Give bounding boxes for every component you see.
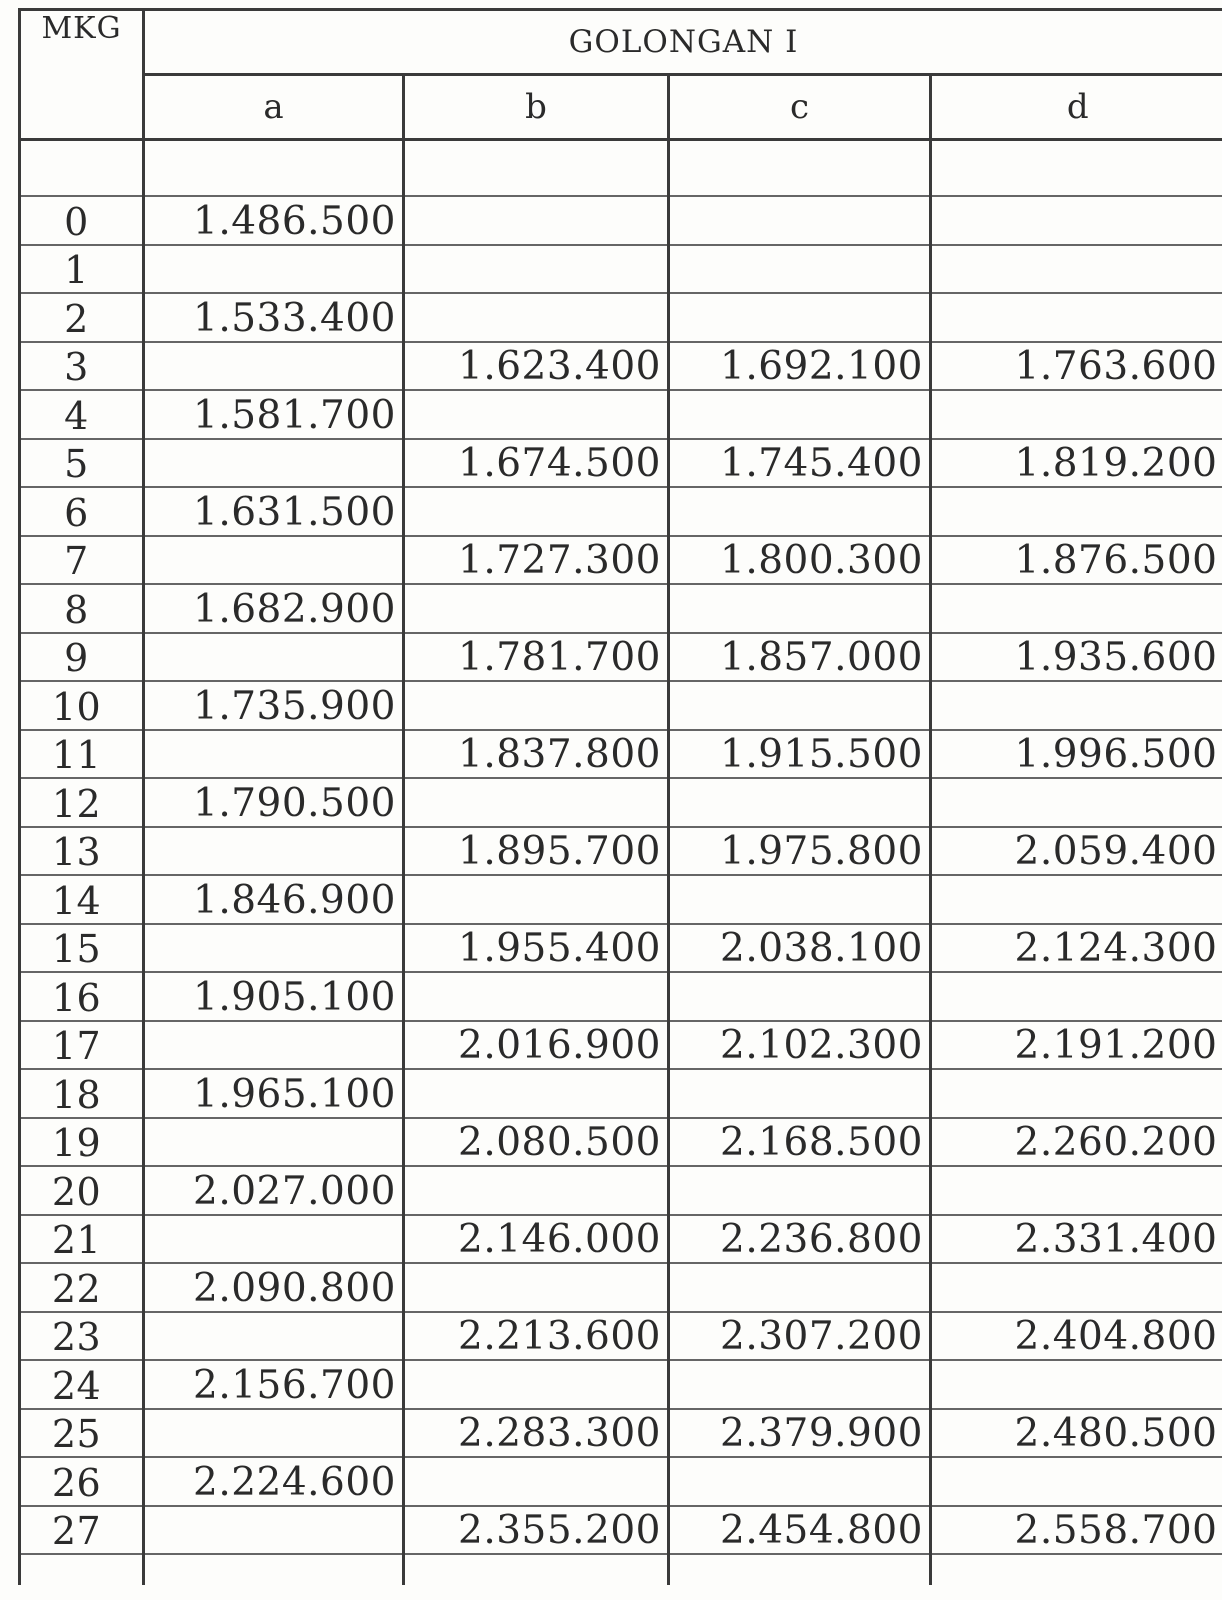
- empty-cell: [931, 140, 1222, 197]
- subheader-b: b: [404, 75, 669, 140]
- salary-cell-b: [404, 1166, 669, 1215]
- salary-cell-d: [931, 1360, 1222, 1409]
- table-row: [20, 245, 1222, 294]
- salary-cell-a: 1.581.700: [144, 390, 404, 439]
- table-row: [20, 972, 1222, 1021]
- table-row: [20, 342, 1222, 391]
- salary-cell-a: [144, 1118, 404, 1167]
- mkg-cell: 6: [20, 487, 144, 536]
- salary-cell-a: [144, 342, 404, 391]
- salary-cell-a: [144, 1312, 404, 1361]
- table-row: [20, 196, 1222, 245]
- mkg-cell: 21: [20, 1215, 144, 1264]
- salary-cell-b: 2.355.200: [404, 1506, 669, 1555]
- mkg-cell: 18: [20, 1069, 144, 1118]
- salary-cell-a: 1.486.500: [144, 196, 404, 245]
- salary-cell-d: [931, 1263, 1222, 1312]
- salary-cell-c: [669, 1166, 931, 1215]
- salary-cell-b: 1.727.300: [404, 536, 669, 585]
- salary-cell-c: 1.857.000: [669, 633, 931, 682]
- mkg-cell: 25: [20, 1409, 144, 1458]
- salary-cell-d: 1.935.600: [931, 633, 1222, 682]
- salary-cell-b: 1.955.400: [404, 924, 669, 973]
- table-row: [20, 924, 1222, 973]
- salary-cell-c: [669, 1360, 931, 1409]
- salary-cell-c: 2.307.200: [669, 1312, 931, 1361]
- mkg-cell: 9: [20, 633, 144, 682]
- salary-cell-c: [669, 196, 931, 245]
- empty-cell: [404, 1554, 669, 1585]
- salary-cell-a: [144, 1506, 404, 1555]
- salary-cell-b: 1.674.500: [404, 439, 669, 488]
- table-row: [20, 681, 1222, 730]
- table-row: [20, 536, 1222, 585]
- salary-cell-d: [931, 293, 1222, 342]
- mkg-cell: 1: [20, 245, 144, 294]
- empty-cell: [931, 1554, 1222, 1585]
- salary-cell-a: [144, 1409, 404, 1458]
- salary-cell-c: 1.745.400: [669, 439, 931, 488]
- mkg-header: MKG: [20, 10, 144, 140]
- salary-cell-c: [669, 245, 931, 294]
- salary-cell-a: 1.682.900: [144, 584, 404, 633]
- empty-cell: [144, 1554, 404, 1585]
- salary-cell-c: [669, 390, 931, 439]
- table-header: [20, 10, 1222, 140]
- salary-table: [18, 8, 1222, 1585]
- salary-cell-b: 2.213.600: [404, 1312, 669, 1361]
- mkg-cell: 22: [20, 1263, 144, 1312]
- salary-cell-d: [931, 1166, 1222, 1215]
- salary-cell-d: 2.124.300: [931, 924, 1222, 973]
- mkg-cell: 7: [20, 536, 144, 585]
- salary-cell-a: [144, 1215, 404, 1264]
- salary-cell-d: [931, 584, 1222, 633]
- group-header: GOLONGAN I: [144, 10, 1222, 75]
- salary-cell-a: 1.790.500: [144, 778, 404, 827]
- salary-cell-c: [669, 972, 931, 1021]
- subheader-a: a: [144, 75, 404, 140]
- salary-cell-c: [669, 487, 931, 536]
- table-row: [20, 1263, 1222, 1312]
- salary-cell-d: [931, 390, 1222, 439]
- salary-cell-b: 2.146.000: [404, 1215, 669, 1264]
- salary-cell-a: 2.027.000: [144, 1166, 404, 1215]
- salary-cell-c: [669, 293, 931, 342]
- salary-cell-d: 2.260.200: [931, 1118, 1222, 1167]
- mkg-cell: 20: [20, 1166, 144, 1215]
- mkg-cell: 17: [20, 1021, 144, 1070]
- salary-cell-b: 2.080.500: [404, 1118, 669, 1167]
- salary-cell-b: [404, 778, 669, 827]
- table-row: [20, 390, 1222, 439]
- mkg-cell: 0: [20, 196, 144, 245]
- mkg-cell: 12: [20, 778, 144, 827]
- salary-cell-b: [404, 875, 669, 924]
- mkg-cell: 27: [20, 1506, 144, 1555]
- salary-cell-a: [144, 1021, 404, 1070]
- table-body: [20, 140, 1222, 1586]
- subheader-d: d: [931, 75, 1222, 140]
- empty-cell: [669, 1554, 931, 1585]
- table-row: [20, 1069, 1222, 1118]
- salary-cell-d: 2.331.400: [931, 1215, 1222, 1264]
- mkg-cell: 19: [20, 1118, 144, 1167]
- salary-cell-d: 2.480.500: [931, 1409, 1222, 1458]
- mkg-cell: 24: [20, 1360, 144, 1409]
- salary-cell-b: [404, 1263, 669, 1312]
- mkg-cell: 5: [20, 439, 144, 488]
- salary-cell-b: 1.781.700: [404, 633, 669, 682]
- salary-cell-a: 1.846.900: [144, 875, 404, 924]
- table-row: [20, 1166, 1222, 1215]
- salary-cell-d: [931, 487, 1222, 536]
- salary-cell-c: 2.102.300: [669, 1021, 931, 1070]
- mkg-cell: 14: [20, 875, 144, 924]
- salary-cell-c: 2.236.800: [669, 1215, 931, 1264]
- mkg-cell: 13: [20, 827, 144, 876]
- salary-cell-c: 1.800.300: [669, 536, 931, 585]
- mkg-cell: 3: [20, 342, 144, 391]
- salary-cell-b: 1.837.800: [404, 730, 669, 779]
- mkg-cell: 11: [20, 730, 144, 779]
- mkg-cell: 10: [20, 681, 144, 730]
- salary-cell-a: [144, 439, 404, 488]
- salary-cell-b: [404, 972, 669, 1021]
- mkg-cell: 26: [20, 1457, 144, 1506]
- salary-cell-a: 2.156.700: [144, 1360, 404, 1409]
- salary-cell-d: 1.996.500: [931, 730, 1222, 779]
- salary-cell-b: [404, 584, 669, 633]
- mkg-cell: 15: [20, 924, 144, 973]
- salary-cell-b: [404, 487, 669, 536]
- salary-cell-a: [144, 633, 404, 682]
- salary-cell-b: [404, 293, 669, 342]
- table-row: [20, 439, 1222, 488]
- mkg-cell: 23: [20, 1312, 144, 1361]
- table-row: [20, 584, 1222, 633]
- salary-cell-c: [669, 875, 931, 924]
- salary-cell-b: 1.895.700: [404, 827, 669, 876]
- salary-cell-c: [669, 778, 931, 827]
- mkg-cell: 8: [20, 584, 144, 633]
- salary-cell-a: [144, 827, 404, 876]
- mkg-cell: 16: [20, 972, 144, 1021]
- table-row: [20, 875, 1222, 924]
- table-row: [20, 730, 1222, 779]
- salary-cell-c: [669, 1263, 931, 1312]
- spacer-row: [20, 140, 1222, 197]
- empty-cell: [144, 140, 404, 197]
- table-row: [20, 1409, 1222, 1458]
- table-row: [20, 827, 1222, 876]
- table-row: [20, 1312, 1222, 1361]
- table-row: [20, 1506, 1222, 1555]
- salary-cell-d: 2.404.800: [931, 1312, 1222, 1361]
- table-row: [20, 1021, 1222, 1070]
- salary-cell-c: 2.168.500: [669, 1118, 931, 1167]
- table-row: [20, 633, 1222, 682]
- salary-cell-a: 1.905.100: [144, 972, 404, 1021]
- salary-cell-b: [404, 1457, 669, 1506]
- salary-cell-d: 1.763.600: [931, 342, 1222, 391]
- salary-cell-b: [404, 681, 669, 730]
- empty-cell: [20, 1554, 144, 1585]
- salary-cell-a: 1.965.100: [144, 1069, 404, 1118]
- salary-cell-b: [404, 1360, 669, 1409]
- table-row: [20, 1360, 1222, 1409]
- mkg-cell: 4: [20, 390, 144, 439]
- salary-cell-a: 1.533.400: [144, 293, 404, 342]
- salary-cell-c: [669, 1069, 931, 1118]
- salary-cell-d: [931, 972, 1222, 1021]
- subheader-c: c: [669, 75, 931, 140]
- empty-cell: [20, 140, 144, 197]
- salary-cell-d: 2.558.700: [931, 1506, 1222, 1555]
- empty-cell: [404, 140, 669, 197]
- table-row: [20, 1118, 1222, 1167]
- salary-cell-b: [404, 390, 669, 439]
- tail-row: [20, 1554, 1222, 1585]
- salary-cell-d: [931, 875, 1222, 924]
- salary-cell-b: 2.016.900: [404, 1021, 669, 1070]
- salary-cell-a: [144, 730, 404, 779]
- table-row: [20, 1457, 1222, 1506]
- salary-cell-a: 2.224.600: [144, 1457, 404, 1506]
- salary-cell-d: 2.191.200: [931, 1021, 1222, 1070]
- salary-cell-c: [669, 584, 931, 633]
- salary-cell-b: [404, 196, 669, 245]
- salary-cell-c: 2.038.100: [669, 924, 931, 973]
- salary-cell-d: 2.059.400: [931, 827, 1222, 876]
- mkg-cell: 2: [20, 293, 144, 342]
- empty-cell: [669, 140, 931, 197]
- salary-cell-b: [404, 245, 669, 294]
- salary-cell-c: 1.915.500: [669, 730, 931, 779]
- salary-cell-c: [669, 1457, 931, 1506]
- salary-cell-b: 1.623.400: [404, 342, 669, 391]
- table-row: [20, 778, 1222, 827]
- salary-cell-d: [931, 245, 1222, 294]
- table-row: [20, 1215, 1222, 1264]
- salary-cell-a: [144, 245, 404, 294]
- salary-cell-a: 2.090.800: [144, 1263, 404, 1312]
- salary-cell-b: [404, 1069, 669, 1118]
- salary-cell-d: [931, 1457, 1222, 1506]
- salary-cell-b: 2.283.300: [404, 1409, 669, 1458]
- table-row: [20, 487, 1222, 536]
- salary-cell-a: [144, 924, 404, 973]
- salary-cell-d: [931, 1069, 1222, 1118]
- salary-cell-c: 2.379.900: [669, 1409, 931, 1458]
- salary-cell-d: [931, 681, 1222, 730]
- salary-cell-c: 1.692.100: [669, 342, 931, 391]
- salary-cell-a: 1.735.900: [144, 681, 404, 730]
- salary-cell-a: [144, 536, 404, 585]
- salary-cell-d: 1.819.200: [931, 439, 1222, 488]
- salary-cell-c: 1.975.800: [669, 827, 931, 876]
- table-row: [20, 293, 1222, 342]
- salary-cell-c: [669, 681, 931, 730]
- salary-cell-c: 2.454.800: [669, 1506, 931, 1555]
- salary-cell-d: [931, 196, 1222, 245]
- salary-cell-a: 1.631.500: [144, 487, 404, 536]
- salary-cell-d: 1.876.500: [931, 536, 1222, 585]
- salary-cell-d: [931, 778, 1222, 827]
